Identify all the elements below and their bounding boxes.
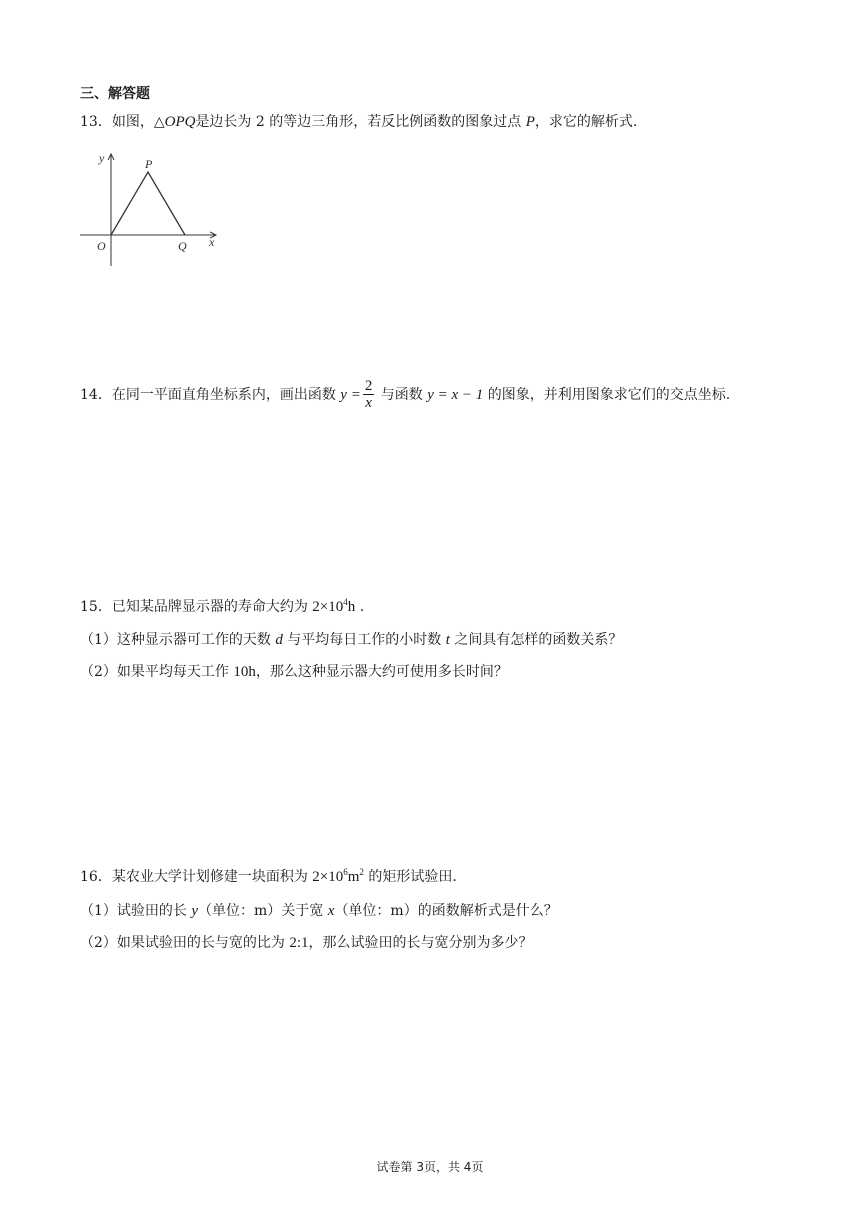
question-text: 某农业大学计划修建一块面积为	[111, 869, 313, 885]
question-14	[80, 378, 730, 412]
page-footer: 试卷第 3页，共 4页	[376, 1160, 484, 1174]
variable-t: t	[445, 632, 450, 648]
question-15	[80, 598, 364, 616]
point-q-label: Q	[178, 239, 187, 253]
question-text: 在同一平面直角坐标系内，画出函数	[111, 387, 341, 403]
question-text: 已知某品牌显示器的寿命大约为	[111, 599, 313, 615]
triangle-opq	[111, 172, 185, 235]
function-1-lhs: y =	[340, 387, 361, 403]
section-title: 三、解答题	[80, 86, 150, 102]
question-text: 的矩形试验田.	[363, 869, 457, 885]
question-15-part-1	[80, 631, 622, 649]
question-number: 13．	[80, 114, 112, 130]
lifetime-value	[312, 599, 355, 615]
sub-question-text: （单位：m）的函数解析式是什么？	[334, 903, 558, 919]
y-axis-label: y	[99, 151, 105, 165]
value-base: 2×10	[312, 599, 344, 615]
question-text: .	[355, 599, 365, 615]
value-base: 2×10	[312, 869, 344, 885]
point-p-label: P	[145, 157, 153, 171]
question-text: 如图，	[111, 114, 154, 130]
question-number: 14．	[80, 387, 112, 403]
variable-y: y	[191, 903, 199, 919]
area-value	[312, 869, 364, 885]
value-exponent: 4	[343, 597, 348, 607]
question-number: 16．	[80, 869, 112, 885]
sub-question-text: 之间具有怎样的函数关系？	[449, 632, 623, 648]
ratio-value: 2:1	[289, 935, 309, 951]
sub-question-text: ，那么试验田的长与宽分别为多少？	[308, 935, 533, 951]
value-unit: m	[347, 869, 360, 885]
question-16	[80, 868, 457, 886]
triangle-name: OPQ	[164, 114, 196, 130]
point-label: P	[525, 114, 535, 130]
question-number: 15．	[80, 599, 112, 615]
value-exponent: 6	[343, 867, 348, 877]
question-text: 的图象，并利用图象求它们的交点坐标.	[483, 387, 731, 403]
fraction-numerator: 2	[364, 378, 373, 394]
sub-question-text: （2）如果平均每天工作	[80, 664, 234, 680]
question-16-part-2	[80, 934, 533, 952]
sub-question-text: （单位：m）关于宽	[198, 903, 328, 919]
fraction-2-over-x	[363, 378, 375, 412]
triangle-symbol: △	[153, 114, 165, 130]
question-text: 与函数	[376, 387, 428, 403]
function-2: y = x − 1	[427, 387, 484, 403]
variable-d: d	[275, 632, 283, 648]
question-text: ，求它的解析式.	[534, 114, 638, 130]
unit-exponent: 2	[359, 867, 364, 877]
sub-question-text: ，那么这种显示器大约可使用多长时间？	[255, 664, 508, 680]
question-text: 是边长为 2 的等边三角形，若反比例函数的图象过点	[195, 114, 526, 130]
fraction-denominator: x	[365, 395, 372, 411]
sub-question-text: 与平均每日工作的小时数	[282, 632, 446, 648]
triangle-figure	[78, 148, 223, 270]
hours-value: 10h	[233, 664, 256, 680]
variable-x: x	[327, 903, 335, 919]
question-15-part-2	[80, 663, 508, 681]
sub-question-text: （2）如果试验田的长与宽的比为	[80, 935, 290, 951]
question-16-part-1	[80, 902, 558, 920]
sub-question-text: （1）这种显示器可工作的天数	[80, 632, 276, 648]
question-13	[80, 113, 637, 131]
sub-question-text: （1）试验田的长	[80, 903, 192, 919]
value-unit: h	[347, 599, 356, 615]
x-axis-label: x	[209, 235, 215, 249]
origin-label: O	[97, 239, 106, 253]
